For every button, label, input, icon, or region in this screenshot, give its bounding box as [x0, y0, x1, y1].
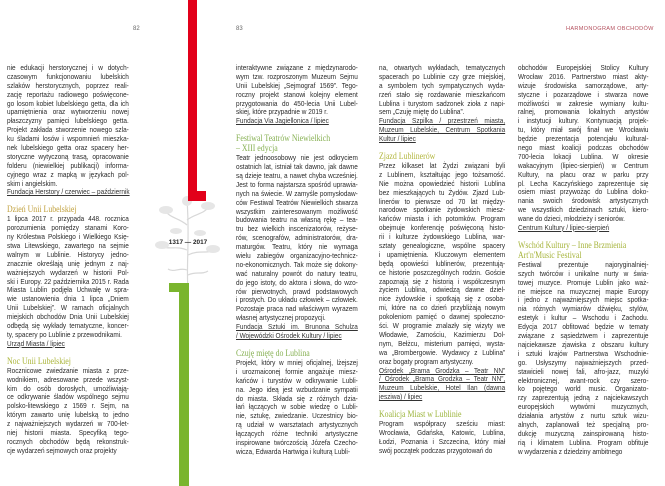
text-line: linerów to pierwsze od 70 lat między-: [379, 196, 506, 206]
text-line: ców Festiwal Teatrów Niewielkich stwarza: [236, 197, 358, 207]
text-column-2: [236, 64, 358, 457]
text-line: nym, Bełżcu, misterium pamięci, wysta-: [379, 338, 506, 348]
text-line: rzy zaprezentują jedną z najciekawszych: [518, 393, 649, 403]
text-line: ny Królestwa Polskiego i Wielkiego Księ-: [7, 232, 129, 242]
text-line: maturgów. Teatru, który nie wymaga: [236, 242, 358, 252]
text-line: rą udział w warsztatach artystycznych: [236, 420, 358, 430]
text-line: inspirowane twórczością Józefa Czecho-: [236, 437, 358, 447]
text-line: znacznie określają unię jednym z naj-: [7, 258, 129, 268]
link-line[interactable]: Kultur / lipiec: [379, 134, 416, 144]
text-line: nie edukacji herstorycznej i w dotych-: [7, 63, 129, 72]
paragraph: [7, 367, 129, 456]
page-number-right: 83: [236, 26, 243, 32]
text-line: Unii Lubelskiej „Sejmograf 1569”. Tego-: [236, 80, 358, 90]
text-line: elektronicznej, avant-rock czy szero-: [518, 375, 649, 385]
text-line: ści. W programie znalazły się wizyty we: [379, 321, 506, 331]
text-line: no-ekonomicznych. Tak może się dokony-: [236, 259, 358, 269]
text-line: odbędą się wykłady tematyczne, koncer-: [7, 321, 129, 331]
text-line: 1 lipca 2017 r. przypada 448. rocznica: [7, 214, 129, 224]
link-line[interactable]: Fundacja Via Jagiellonica / lipiec: [236, 116, 329, 126]
text-line: i urozmaiconej formie angażuje miesz-: [236, 366, 358, 376]
text-line: wodnikiem, adresowane przede wszyst-: [7, 374, 129, 384]
text-line: ski i Europy. 22 października 2015 r. Rada: [7, 276, 129, 286]
text-line: i prostych. Do układu człowiek – człowiek.: [236, 295, 358, 305]
text-line: bez mieszkających tu Żydów. Zjazd Lub-: [379, 187, 506, 197]
text-line: styczne i pozarządowe i stwarza nowe: [518, 89, 649, 99]
heading-line: Noc Unii Lubelskiej: [7, 355, 71, 366]
event-heading: [236, 133, 358, 153]
organizer-link[interactable]: [379, 117, 505, 144]
text-line: tru bez wielkich inscenizatorów, reżyse-: [236, 224, 358, 234]
paragraph: [236, 359, 358, 457]
text-line: go. Usłyszymy najważniejszych przed-: [518, 357, 649, 367]
link-line[interactable]: Ośrodek „Brama Grodzka – Teatr NN”: [379, 365, 506, 375]
text-line: nania swoich środowisk artystycznych: [518, 196, 649, 206]
text-line: folderu (niewielkiej publikacji) informa-: [7, 160, 129, 170]
text-line: płaszczyzny pamięci lubelskiego getta.: [7, 116, 129, 126]
text-line: estetyk i kultur – Wschodu i Zachodu.: [518, 313, 649, 323]
text-line: szych twórców i unikalne nurty w świa-: [518, 268, 649, 278]
paragraph: [379, 162, 505, 366]
link-line[interactable]: Fundacja Sztuki im. Brunona Schulza: [236, 322, 358, 332]
heading-line: – XIII edycja: [236, 143, 278, 154]
text-line: we wszystkich dziedzinach sztuki, kiero-: [518, 205, 649, 215]
text-line: pl. Lecha Kaczyńskiego zaprezentuje się: [518, 178, 649, 188]
text-line: ty, spacery po Lublinie z przewodnikami.: [7, 329, 122, 339]
text-line: wizuje środowiska samorządowe, arty-: [518, 80, 649, 90]
text-line: będą opowieści lublinerów, prezentują-: [379, 258, 506, 268]
event-heading: [379, 409, 505, 419]
text-line: możliwości w zakresie wymiany kultu-: [518, 98, 649, 108]
text-line: Pozostaje praca nad właściwym wyrazem: [236, 304, 358, 314]
text-line: rocznych obchodów będą rekonstruk-: [7, 436, 129, 446]
text-line: rzeń stało się rozdawanie mieszkańcom: [379, 89, 506, 99]
red-bar-vertical: [188, 0, 197, 201]
text-line: skiej, które przypadnie w 2019 r.: [236, 107, 328, 117]
text-line: roczny projekt stanowi kolejny element: [236, 89, 358, 99]
running-header: HARMONOGRAM OBCHODÓW: [566, 26, 654, 32]
paragraph: [7, 215, 129, 339]
text-line: narodowe spotkanie żydowskich miesz-: [379, 205, 506, 215]
text-line: rów pierwotnych, prawd podstawowych: [236, 286, 358, 296]
text-line: Miasta Lublin podjęła Uchwałę w spra-: [7, 285, 129, 295]
text-line: nych na świecie. W zamyśle pomysłodaw-: [236, 188, 358, 198]
paragraph: [379, 420, 505, 456]
red-bar-foot: [188, 191, 206, 201]
heading-line: Dzień Unii Lubelskiej: [7, 204, 77, 215]
link-line[interactable]: Fundacja Szpilka / przestrzeń miasta,: [379, 116, 506, 126]
text-line: Unii Lubelskiej”. W ramach oficjalnych: [7, 303, 129, 313]
text-column-1: [7, 64, 129, 456]
text-line: budowania teatru na własną rękę – tea-: [236, 215, 358, 225]
text-line: obchodów Europejskiej Stolicy Kultury: [518, 63, 649, 72]
text-line: Teatr jednoosobowy nie jest odkryciem: [236, 153, 358, 163]
text-line: towej muzyce. Promuje Lublin jako waż-: [518, 277, 649, 287]
text-line: własnej artystycznej propozycji.: [236, 313, 326, 323]
text-line: rią i klimatem Lublina. Program obfituje: [518, 437, 649, 447]
link-line[interactable]: / Ośrodek „Brama Grodzka – Teatr NN”,: [379, 374, 506, 384]
text-line: przygotowania do 450-lecia Unii Lubel-: [236, 98, 358, 108]
organizer-link[interactable]: [518, 224, 649, 233]
link-line[interactable]: Centrum Kultury / lipiec-sierpień: [518, 223, 610, 233]
text-line: Wrocławia, Gdańska, Katowic, Lublina,: [379, 427, 506, 437]
text-line: ralnej, promowania lokalnych artystów: [518, 107, 649, 117]
text-line: wać naturalny powrót do natury teatru,: [236, 268, 358, 278]
text-line: szlaków herstorycznych, poprzez reali-: [7, 80, 129, 90]
text-line: wa „Brombergowie. Wydawcy z Lublina”: [379, 347, 506, 357]
text-line: w wydarzenia z dziedziny ambitnego: [518, 446, 623, 456]
text-line: Edycja 2017 obfitować będzie w tematy: [518, 322, 649, 332]
text-line: rii i kulturze żydowskiego Lublina, war-: [379, 232, 506, 242]
text-line: wym tzw. rozproszonym Muzeum Sejmu: [236, 71, 358, 81]
text-line: obejmuje konferencję poświęconą histo-: [379, 223, 506, 233]
text-line: na. Jego ideą jest wzbudzanie sympatii: [236, 384, 358, 394]
organizer-link[interactable]: [7, 188, 129, 197]
heading-line: Czuję miętę do Lublina: [236, 347, 310, 358]
text-line: upamiętnienia oraz wytworzeniu nowej: [7, 107, 129, 117]
paragraph: [379, 64, 505, 117]
text-line: alnych, zaplanowali też specjalną pro-: [518, 419, 649, 429]
text-line: działania artystów z nurtu sztuk wizu-: [518, 411, 649, 421]
text-line: Wrocław 2016. Partnerstwo miast akty-: [518, 71, 649, 81]
text-line: wszystkim zainteresowanym możliwość: [236, 206, 358, 216]
paragraph: [518, 261, 649, 457]
text-line: wie ustanowienia dnia 1 lipca „Dniem: [7, 294, 129, 304]
text-line: polsko-litewskiego z 1569 r. Sejm, na: [7, 401, 129, 411]
text-line: mi, które na co dzień przybliżają nowym: [379, 303, 506, 313]
text-line: dukcję muzyczną zainspirowaną histo-: [518, 428, 649, 438]
text-line: czasowym funkcjonowaniu lubelskich: [7, 71, 129, 81]
event-heading: [379, 151, 505, 161]
text-line: ważniejszych wydarzeń w historii Pol-: [7, 267, 129, 277]
heading-line: Art'n'Music Festival: [518, 249, 582, 260]
text-line: wielu zabiegów organizacyjno-technicz-: [236, 251, 358, 261]
text-line: nice żydowskie i spotkają się z osoba-: [379, 294, 506, 304]
text-line: i sztuki krajów Partnerstwa Wschodnie-: [518, 348, 649, 358]
text-line: Projekt zakłada stworzenie nowego szla-: [7, 125, 129, 135]
organizer-link[interactable]: [379, 367, 505, 403]
text-line: skim i angielskim.: [7, 178, 58, 188]
text-line: rów, scenografów, administratorów, dra-: [236, 233, 358, 243]
text-line: Program współpracy sześciu miast:: [379, 419, 506, 429]
text-line: oraz bogaty program artystyczny.: [379, 356, 474, 366]
text-line: kańców i turystów w odkrywanie Lubli-: [236, 375, 358, 385]
text-line: sem „Czuję miętę do Lublina”.: [379, 107, 465, 117]
text-line: ne miejsce na muzycznej mapie Europy: [518, 286, 649, 296]
text-line: kim do osób dorosłych, umożliwiają-: [7, 383, 129, 393]
text-line: ko pojętego world music. Organizato-: [518, 384, 649, 394]
link-line[interactable]: Fundacja Herstory / czerwiec – październik: [7, 187, 130, 197]
text-line: i upamiętnienia. Kluczowym elementem: [379, 249, 506, 259]
text-line: Kultury, na placu oraz w parku przy: [518, 169, 649, 179]
text-line: cyjnego wraz z mapką w językach pol-: [7, 169, 129, 179]
text-line: związane z sąsiedztwem i zaprezentuje: [518, 331, 649, 341]
text-line: z Lublinem, kształtując jego tożsamość.: [379, 169, 506, 179]
event-heading: [7, 204, 129, 214]
text-line: Włodawie, Zamościu, Kazimierzu Dol-: [379, 329, 506, 339]
link-line[interactable]: / Wojewódzki Ośrodek Kultury / lipiec: [236, 331, 342, 341]
text-line: niej historii miasta. Specyfiką tego-: [7, 427, 129, 437]
text-column-3: [379, 64, 505, 456]
green-bar-vertical: [179, 283, 189, 486]
event-heading: [518, 240, 649, 260]
paragraph: [518, 64, 649, 224]
paragraph: [7, 64, 129, 188]
heading-line: Festiwal Teatrów Niewielkich: [236, 133, 331, 144]
text-line: do miasta. Składa się z różnych dzia-: [236, 393, 358, 403]
text-line: 700-lecia lokacji Lublina. W okresie: [518, 151, 649, 161]
link-line[interactable]: Muzeum Lubelskie, Hotel Ilan (dawna: [379, 383, 506, 393]
text-line: Festiwal prezentuje najoryginalniej-: [518, 259, 649, 269]
link-line[interactable]: Urząd Miasta / lipiec: [7, 338, 65, 348]
text-line: wane do dzieci, młodzieży i seniorów.: [518, 214, 625, 224]
text-line: ce historie poszczególnych rodzin. Goście: [379, 267, 506, 277]
event-heading: [236, 348, 358, 358]
organizer-link[interactable]: [236, 117, 358, 126]
text-line: spacerach po Lublinie czy grze miejskiej,: [379, 71, 506, 81]
paragraph: [236, 154, 358, 323]
text-line: osiem miast przywożąc do Lublina doko-: [518, 187, 649, 197]
text-line: nego miast koalicji podczas obchodów: [518, 143, 649, 153]
heading-line: Wschód Kultury – Inne Brzmienia: [518, 239, 627, 250]
text-line: ce odkrywanie śladów wspólnego sejmu: [7, 392, 129, 402]
text-line: stawicieli nowej fali, afro-jazz, muzyki: [518, 366, 649, 376]
text-line: Jest to forma najstarsza spośród uprawia-: [236, 179, 358, 189]
text-line: i instytucji kultury. Kontynuacją projek-: [518, 116, 649, 126]
text-line: swój początek podczas przygotowań do: [379, 445, 493, 455]
text-line: europejskich wytwórni muzycznych,: [518, 402, 649, 412]
text-line: Projekt, który w mniej oficjalnej, lżejszej: [236, 357, 358, 367]
text-line: najciekawsze zjawiska z obszaru kultury: [518, 339, 649, 349]
text-line: ku śladami losów i wspomnień mieszka-: [7, 134, 129, 144]
text-line: łań łączących w sobie wiedzę o Lubli-: [236, 402, 358, 412]
text-line: na, otwartych wykładach, tematycznych: [379, 63, 506, 72]
text-line: go losom kobiet lubelskiego getta, dla ich: [7, 98, 129, 108]
text-line: nia różnych wymiarów dźwięku, stylów,: [518, 304, 649, 314]
text-line: a symbolem tych sympatycznych wyda-: [379, 80, 506, 90]
text-line: pokoleniom pamięć o dawnej społeczno-: [379, 312, 506, 322]
event-heading: [7, 356, 129, 366]
heading-line: Zjazd Lublinerów: [379, 151, 436, 162]
organizer-link[interactable]: [236, 323, 358, 341]
text-line: zację reportażu radiowego poświęcone-: [7, 89, 129, 99]
text-line: porozumienia pomiędzy stanami Koro-: [7, 223, 129, 233]
text-line: tu, który miał swój finał we Wrocławiu: [518, 125, 649, 135]
text-line: będzie prezentacja potencjału kultural-: [518, 134, 649, 144]
text-line: łączących różne techniki artystyczne: [236, 429, 358, 439]
text-line: interaktywne związane z międzynarodo-: [236, 63, 358, 72]
text-line: Łodzi, Poznania i Szczecina, który miał: [379, 436, 506, 446]
text-line: którym zawarto unię lubelską to jedno: [7, 410, 129, 420]
link-line[interactable]: jesziwa) / lipiec: [379, 392, 423, 402]
text-line: nek lubelskiego getta oraz spacery her-: [7, 143, 129, 153]
text-line: wicza, Edwarda Hartwiga i kulturą Lubli-: [236, 446, 351, 456]
text-line: ostatnich lat, istniał tak dawno, jak dawne: [236, 162, 358, 172]
heading-line: Koalicja Miast w Lublinie: [379, 409, 462, 420]
text-line: życiem Lublina, odwiedzą dawne dziel-: [379, 285, 506, 295]
text-line: Rocznicowe zwiedzanie miasta z prze-: [7, 365, 129, 375]
link-line[interactable]: Muzeum Lubelskie, Centrum Spotkania: [379, 125, 506, 135]
text-line: sztaty genealogiczne, wspólne spacery: [379, 241, 506, 251]
text-line: wakacyjnym (lipiec-sierpień) w Centrum: [518, 160, 649, 170]
text-line: z najważniejszych wydarzeń w 700-let-: [7, 419, 129, 429]
text-line: zapoznają się z historią i współczesnym: [379, 276, 506, 286]
text-line: do jego istoty, do aktora i słowa, do wzo-: [236, 277, 358, 287]
text-line: kańców miasta i ich potomków. Program: [379, 214, 506, 224]
text-line: stwa Litewskiego, zawartego na sejmie: [7, 241, 129, 251]
text-line: walnym w Lublinie. Historycy jedno-: [7, 249, 129, 259]
text-line: nie, sztukę, zwiedzanie. Uczestnicy bio-: [236, 411, 358, 421]
organizer-link[interactable]: [7, 340, 129, 349]
text-line: Przez kilkaset lat Żydzi związani byli: [379, 161, 506, 171]
text-line: Lublina i turystom sadzonek zioła z napi-: [379, 98, 506, 108]
paragraph: [236, 64, 358, 117]
text-line: storyczne wytyczoną trasą, opracowanie: [7, 151, 129, 161]
text-line: są dzieje teatru, a nawet chyba wcześniej.: [236, 171, 358, 181]
years-label: 1317 — 2017: [168, 239, 208, 246]
text-line: i jedno z najważniejszych miejsc spotka-: [518, 295, 649, 305]
text-line: cje wydarzeń sejmowych oraz projekty: [7, 445, 117, 455]
text-column-4: [518, 64, 649, 457]
text-line: miejskich obchodów Dnia Unii Lubelskiej: [7, 312, 129, 322]
page-number-left: 82: [133, 26, 140, 32]
text-line: Nie można opowiedzieć historii Lublina: [379, 178, 506, 188]
